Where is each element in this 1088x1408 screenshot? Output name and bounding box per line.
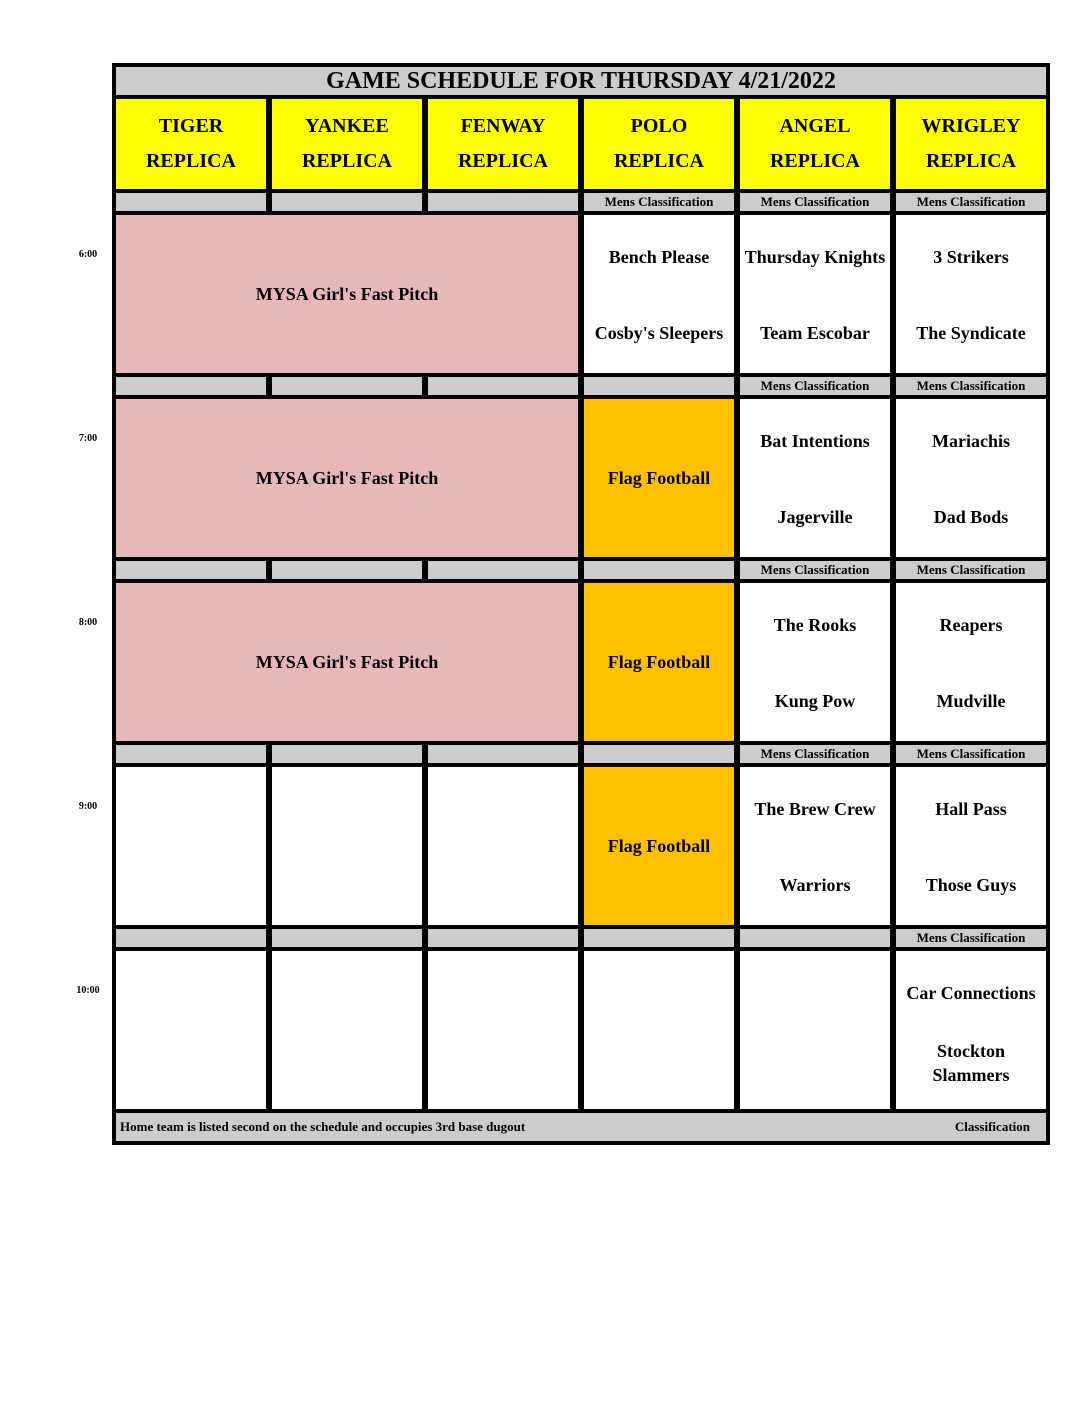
time-label-6: 6:00 <box>78 249 98 260</box>
field-header-angel <box>740 99 890 189</box>
flag-football-block: Flag Football <box>584 583 734 741</box>
home-team: Kung Pow <box>774 691 856 711</box>
away-team: Thursday Knights <box>744 247 886 267</box>
youth-event-block: MYSA Girl's Fast Pitch <box>116 583 578 741</box>
field-type: REPLICA <box>145 150 236 172</box>
divider-cell <box>428 929 578 947</box>
field-header-fenway <box>428 99 578 189</box>
classification-label: Mens Classification <box>896 377 1046 395</box>
divider-cell <box>740 929 890 947</box>
away-team: 3 Strikers <box>933 247 1009 267</box>
divider-cell <box>116 745 266 763</box>
classification-label: Mens Classification <box>896 561 1046 579</box>
divider-cell <box>272 377 422 395</box>
away-team: Mariachis <box>932 431 1010 451</box>
field-name: ANGEL <box>779 115 851 137</box>
classification-label: Mens Classification <box>740 193 890 211</box>
classification-label: Mens Classification <box>740 561 890 579</box>
away-team: The Brew Crew <box>754 799 876 819</box>
classification-label: Mens Classification <box>896 745 1046 763</box>
empty-game-cell <box>584 951 734 1109</box>
game-cell-angel <box>740 583 890 741</box>
empty-game-cell <box>428 951 578 1109</box>
classification-label: Mens Classification <box>896 193 1046 211</box>
schedule-title: GAME SCHEDULE FOR THURSDAY 4/21/2022 <box>116 67 1046 95</box>
divider-cell <box>584 377 734 395</box>
divider-cell <box>116 929 266 947</box>
away-team: Bat Intentions <box>760 431 870 451</box>
game-cell-wrigley <box>896 583 1046 741</box>
empty-game-cell <box>272 951 422 1109</box>
divider-cell <box>428 745 578 763</box>
game-cell-angel <box>740 215 890 373</box>
divider-cell <box>428 561 578 579</box>
field-header-yankee <box>272 99 422 189</box>
field-type: REPLICA <box>925 150 1016 172</box>
classification-label: Mens Classification <box>740 745 890 763</box>
classification-label: Mens Classification <box>584 193 734 211</box>
classification-label: Mens Classification <box>740 377 890 395</box>
time-label-9: 9:00 <box>78 801 98 812</box>
field-type: REPLICA <box>769 150 860 172</box>
divider-cell <box>272 929 422 947</box>
divider-cell <box>272 193 422 211</box>
flag-football-block: Flag Football <box>584 767 734 925</box>
game-cell-wrigley <box>896 399 1046 557</box>
home-team: Those Guys <box>925 875 1017 895</box>
game-cell-angel <box>740 399 890 557</box>
divider-cell <box>116 377 266 395</box>
game-cell-wrigley <box>896 951 1046 1109</box>
home-team: The Syndicate <box>916 323 1026 343</box>
home-team: Team Escobar <box>760 323 870 343</box>
field-name: YANKEE <box>305 115 389 137</box>
time-label-10: 10:00 <box>76 985 100 996</box>
time-label-7: 7:00 <box>78 433 98 444</box>
empty-game-cell <box>428 767 578 925</box>
field-header-wrigley <box>896 99 1046 189</box>
field-name: FENWAY <box>460 115 546 137</box>
youth-event-block: MYSA Girl's Fast Pitch <box>116 215 578 373</box>
field-header-polo <box>584 99 734 189</box>
footer-bar <box>116 1113 1046 1141</box>
field-type: REPLICA <box>301 150 392 172</box>
game-cell-angel <box>740 767 890 925</box>
away-team: Car Connections <box>906 983 1036 1003</box>
divider-cell <box>584 561 734 579</box>
home-team: Dad Bods <box>933 507 1009 527</box>
field-header-tiger <box>116 99 266 189</box>
home-team: Stockton Slammers <box>932 1041 1010 1085</box>
away-team: Hall Pass <box>935 799 1007 819</box>
home-team-note: Home team is listed second on the schedule and occupies 3rd base dugout <box>120 1119 526 1134</box>
divider-cell <box>272 561 422 579</box>
empty-game-cell <box>272 767 422 925</box>
field-type: REPLICA <box>613 150 704 172</box>
home-team: Warriors <box>779 875 851 895</box>
field-name: POLO <box>630 115 688 137</box>
field-type: REPLICA <box>457 150 548 172</box>
divider-cell <box>428 377 578 395</box>
divider-cell <box>584 929 734 947</box>
divider-cell <box>428 193 578 211</box>
away-team: Bench Please <box>608 247 710 267</box>
flag-football-block: Flag Football <box>584 399 734 557</box>
home-team: Mudville <box>936 691 1006 711</box>
footer-classification: Classification <box>954 1119 1030 1134</box>
empty-game-cell <box>740 951 890 1109</box>
classification-label: Mens Classification <box>896 929 1046 947</box>
schedule-grid <box>112 63 1050 1145</box>
game-cell-wrigley <box>896 215 1046 373</box>
home-team: Cosby's Sleepers <box>594 323 724 343</box>
away-team: The Rooks <box>773 615 857 635</box>
away-team: Reapers <box>939 615 1003 635</box>
youth-event-block: MYSA Girl's Fast Pitch <box>116 399 578 557</box>
home-team: Jagerville <box>777 507 853 527</box>
game-cell-polo <box>584 215 734 373</box>
game-cell-wrigley <box>896 767 1046 925</box>
field-name: TIGER <box>158 115 224 137</box>
field-name: WRIGLEY <box>921 115 1021 137</box>
empty-game-cell <box>116 951 266 1109</box>
divider-cell <box>272 745 422 763</box>
time-label-8: 8:00 <box>78 617 98 628</box>
divider-cell <box>116 193 266 211</box>
empty-game-cell <box>116 767 266 925</box>
divider-cell <box>116 561 266 579</box>
divider-cell <box>584 745 734 763</box>
